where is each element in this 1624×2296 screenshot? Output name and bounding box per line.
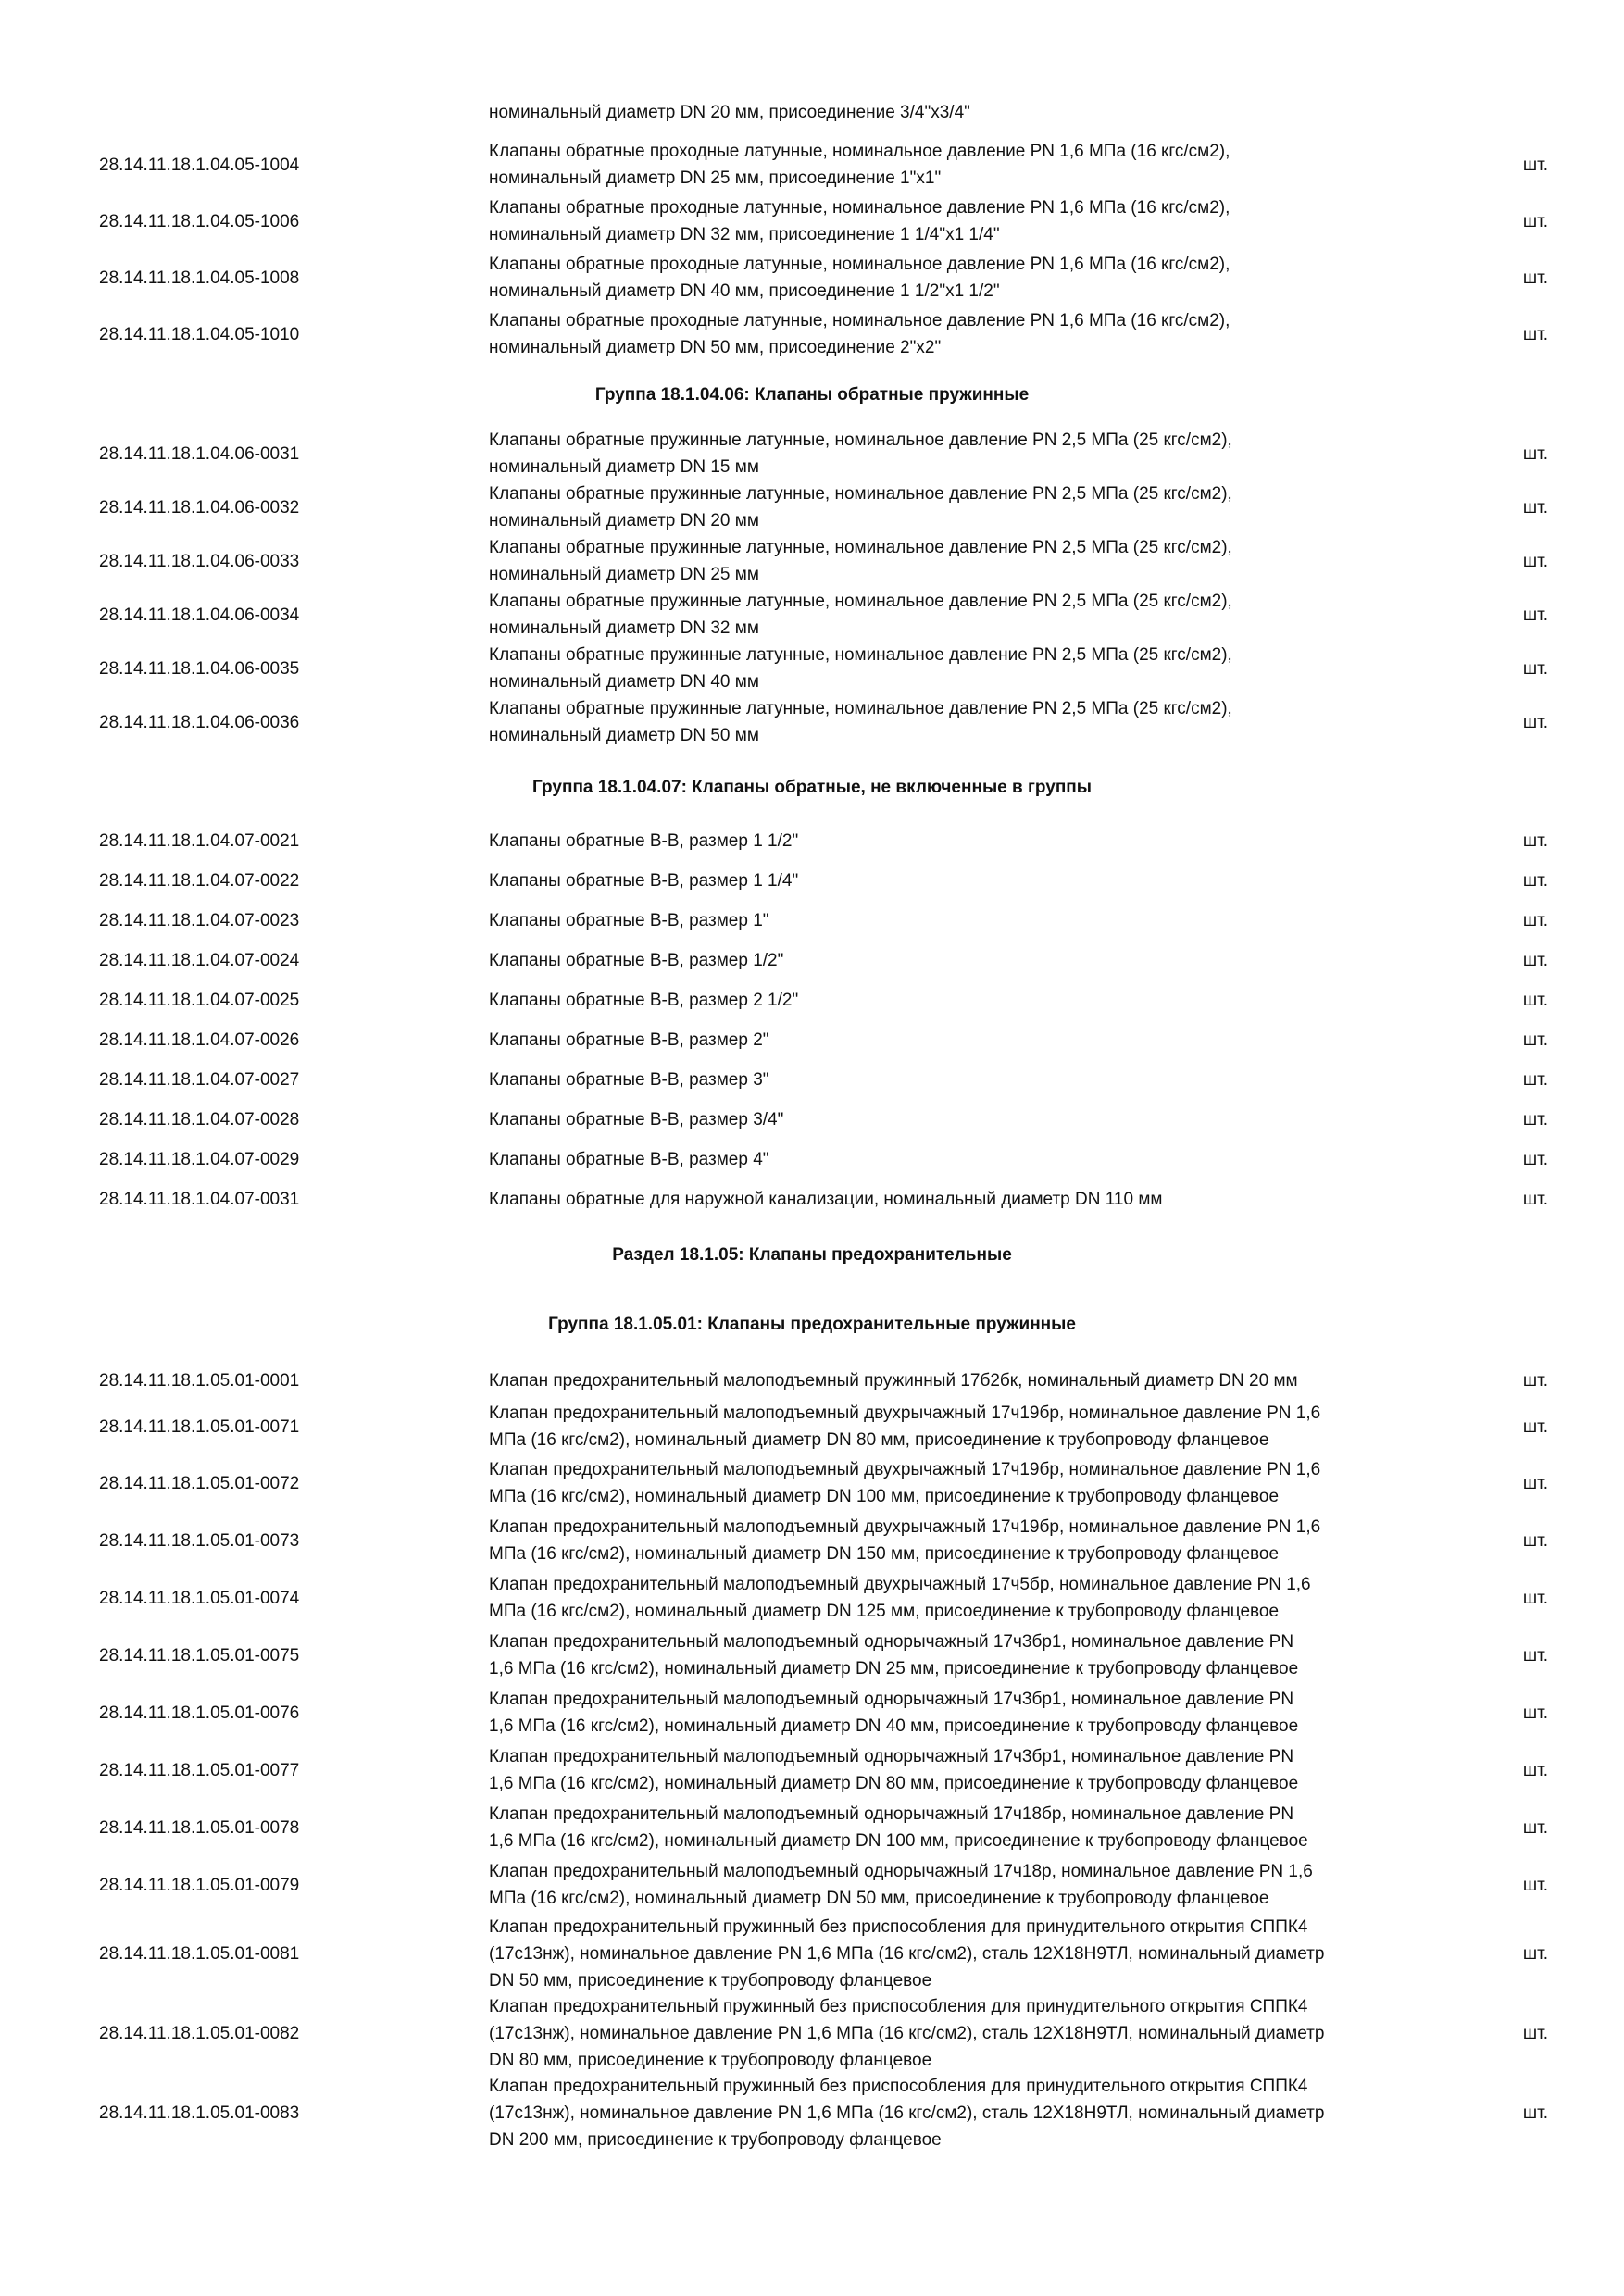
item-code: 28.14.11.18.1.04.07-0022 <box>99 870 300 891</box>
item-unit: шт. <box>1522 1943 1548 1964</box>
item-unit: шт. <box>1522 324 1548 344</box>
item-name <box>489 947 1452 974</box>
item-name-line: DN 50 мм, присоединение к трубопроводу фланцевое <box>489 1970 932 1990</box>
item-name-line: DN 80 мм, присоединение к трубопроводу фланцевое <box>489 2050 932 2070</box>
item-name <box>489 1186 1452 1213</box>
item-code: 28.14.11.18.1.04.06-0036 <box>99 712 300 732</box>
item-unit: шт. <box>1522 497 1548 518</box>
item-name-line: номинальный диаметр DN 15 мм <box>489 457 759 477</box>
item-name-line: Клапан предохранительный малоподъемный однорычажный 17ч18р, номинальное давление PN 1,6 <box>489 1862 1313 1881</box>
item-name <box>489 534 1452 588</box>
item-name-line: номинальный диаметр DN 50 мм <box>489 726 759 745</box>
item-code: 28.14.11.18.1.05.01-0078 <box>99 1817 300 1838</box>
item-name-line: Клапан предохранительный малоподъемный двухрычажный 17ч19бр, номинальное давление PN 1,6 <box>489 1404 1321 1423</box>
item-name <box>489 138 1452 192</box>
item-name-line: МПа (16 кгс/см2), номинальный диаметр DN 80 мм, присоединение к трубопроводу фланцевое <box>489 1430 1269 1450</box>
item-unit: шт. <box>1522 1149 1548 1169</box>
continuation-text: номинальный диаметр DN 20 мм, присоединение 3/4"x3/4" <box>489 103 970 122</box>
item-name-line: Клапан предохранительный малоподъемный однорычажный 17ч18бр, номинальное давление PN <box>489 1804 1294 1824</box>
item-name-line: номинальный диаметр DN 40 мм, присоединение 1 1/2"x1 1/2" <box>489 281 1000 301</box>
item-code: 28.14.11.18.1.04.07-0021 <box>99 830 300 851</box>
item-unit: шт. <box>1522 551 1548 571</box>
item-name-line: МПа (16 кгс/см2), номинальный диаметр DN 150 мм, присоединение к трубопроводу фланцевое <box>489 1544 1280 1564</box>
item-code: 28.14.11.18.1.05.01-0081 <box>99 1943 300 1964</box>
group-heading: Раздел 18.1.05: Клапаны предохранительные <box>612 1244 1012 1265</box>
item-code: 28.14.11.18.1.04.06-0033 <box>99 551 300 571</box>
item-name-line: номинальный диаметр DN 32 мм, присоединение 1 1/4"x1 1/4" <box>489 225 1000 244</box>
item-name-line: МПа (16 кгс/см2), номинальный диаметр DN 125 мм, присоединение к трубопроводу фланцевое <box>489 1602 1280 1621</box>
item-name-line: Клапаны обратные пружинные латунные, номинальное давление PN 2,5 МПа (25 кгс/см2), <box>489 430 1232 450</box>
item-name-line: (17с13нж), номинальное давление PN 1,6 МПа (16 кгс/см2), сталь 12Х18Н9ТЛ, номинальный диаметр <box>489 2023 1325 2043</box>
item-name-line: DN 200 мм, присоединение к трубопроводу фланцевое <box>489 2129 942 2150</box>
item-name-line: Клапаны обратные пружинные латунные, номинальное давление PN 2,5 МПа (25 кгс/см2), <box>489 484 1232 504</box>
item-name <box>489 642 1452 695</box>
item-name-line: номинальный диаметр DN 20 мм <box>489 511 759 530</box>
item-name <box>489 1858 1452 1912</box>
item-name-line: Клапаны обратные проходные латунные, номинальное давление PN 1,6 МПа (16 кгс/см2), <box>489 255 1230 274</box>
item-name-line: Клапаны обратные В-В, размер 3/4" <box>489 1109 784 1129</box>
item-unit: шт. <box>1522 268 1548 288</box>
item-name-line: (17с13нж), номинальное давление PN 1,6 МПа (16 кгс/см2), сталь 12Х18Н9ТЛ, номинальный диаметр <box>489 2103 1325 2123</box>
item-code: 28.14.11.18.1.04.07-0027 <box>99 1069 300 1090</box>
item-unit: шт. <box>1522 155 1548 175</box>
item-code: 28.14.11.18.1.05.01-0083 <box>99 2103 300 2123</box>
item-name-line: 1,6 МПа (16 кгс/см2), номинальный диаметр DN 40 мм, присоединение к трубопроводу фланцевое <box>489 1716 1299 1736</box>
item-name <box>489 1456 1452 1510</box>
item-unit: шт. <box>1522 870 1548 891</box>
item-code: 28.14.11.18.1.04.06-0032 <box>99 497 300 518</box>
group-heading: Группа 18.1.05.01: Клапаны предохранительные пружинные <box>548 1314 1076 1334</box>
item-code: 28.14.11.18.1.05.01-0079 <box>99 1875 300 1895</box>
item-code: 28.14.11.18.1.04.05-1004 <box>99 155 300 175</box>
item-name-line: Клапаны обратные В-В, размер 2" <box>489 1029 769 1050</box>
item-unit: шт. <box>1522 712 1548 732</box>
item-name <box>489 1993 1452 2074</box>
item-name-line: номинальный диаметр DN 50 мм, присоединение 2"x2" <box>489 338 942 357</box>
item-unit: шт. <box>1522 1645 1548 1666</box>
item-code: 28.14.11.18.1.04.07-0026 <box>99 1029 300 1050</box>
item-code: 28.14.11.18.1.04.07-0029 <box>99 1149 300 1169</box>
item-name <box>489 1146 1452 1173</box>
item-name-line: Клапан предохранительный малоподъемный двухрычажный 17ч19бр, номинальное давление PN 1,6 <box>489 1517 1321 1537</box>
item-unit: шт. <box>1522 950 1548 970</box>
item-name <box>489 194 1452 248</box>
group-heading: Группа 18.1.04.07: Клапаны обратные, не включенные в группы <box>532 777 1092 797</box>
item-name <box>489 588 1452 642</box>
item-name-line: Клапаны обратные В-В, размер 4" <box>489 1149 769 1169</box>
item-code: 28.14.11.18.1.04.05-1008 <box>99 268 300 288</box>
item-name-line: Клапаны обратные В-В, размер 1 1/2" <box>489 830 799 851</box>
item-name-line: Клапаны обратные В-В, размер 2 1/2" <box>489 990 799 1010</box>
item-unit: шт. <box>1522 1817 1548 1838</box>
item-name-line: Клапан предохранительный пружинный без приспособления для принудительного открытия СППК4 <box>489 2076 1308 2096</box>
item-name-line: Клапаны обратные пружинные латунные, номинальное давление PN 2,5 МПа (25 кгс/см2), <box>489 592 1232 611</box>
item-name-line: Клапаны обратные для наружной канализации, номинальный диаметр DN 110 мм <box>489 1189 1163 1209</box>
item-name-line: Клапан предохранительный малоподъемный двухрычажный 17ч5бр, номинальное давление PN 1,6 <box>489 1575 1311 1594</box>
item-name <box>489 2073 1452 2153</box>
item-name-line: Клапаны обратные проходные латунные, номинальное давление PN 1,6 МПа (16 кгс/см2), <box>489 311 1230 331</box>
item-name-line: Клапаны обратные проходные латунные, номинальное давление PN 1,6 МПа (16 кгс/см2), <box>489 142 1230 161</box>
item-code: 28.14.11.18.1.04.06-0034 <box>99 605 300 625</box>
item-name-line: МПа (16 кгс/см2), номинальный диаметр DN 100 мм, присоединение к трубопроводу фланцевое <box>489 1487 1280 1506</box>
item-name-line: Клапаны обратные пружинные латунные, номинальное давление PN 2,5 МПа (25 кгс/см2), <box>489 538 1232 557</box>
item-name-line: Клапан предохранительный малоподъемный однорычажный 17ч3бр1, номинальное давление PN <box>489 1747 1294 1766</box>
item-name <box>489 867 1452 894</box>
item-name-line: Клапан предохранительный малоподъемный однорычажный 17ч3бр1, номинальное давление PN <box>489 1632 1294 1652</box>
item-code: 28.14.11.18.1.05.01-0082 <box>99 2023 300 2043</box>
item-name <box>489 1914 1452 1994</box>
item-unit: шт. <box>1522 1875 1548 1895</box>
item-code: 28.14.11.18.1.04.07-0031 <box>99 1189 300 1209</box>
item-name-line: 1,6 МПа (16 кгс/см2), номинальный диаметр DN 25 мм, присоединение к трубопроводу фланцевое <box>489 1659 1299 1678</box>
item-unit: шт. <box>1522 443 1548 464</box>
item-name-line: Клапан предохранительный пружинный без приспособления для принудительного открытия СППК4 <box>489 1916 1308 1937</box>
item-name-line: (17с13нж), номинальное давление PN 1,6 МПа (16 кгс/см2), сталь 12Х18Н9ТЛ, номинальный диаметр <box>489 1943 1325 1964</box>
item-name <box>489 1514 1452 1567</box>
item-name-line: Клапаны обратные пружинные латунные, номинальное давление PN 2,5 МПа (25 кгс/см2), <box>489 645 1232 665</box>
item-name-line: номинальный диаметр DN 25 мм <box>489 565 759 584</box>
item-code: 28.14.11.18.1.05.01-0075 <box>99 1645 300 1666</box>
item-unit: шт. <box>1522 1760 1548 1780</box>
item-name <box>489 1686 1452 1740</box>
item-unit: шт. <box>1522 1703 1548 1723</box>
item-unit: шт. <box>1522 1370 1548 1391</box>
item-unit: шт. <box>1522 658 1548 679</box>
item-code: 28.14.11.18.1.05.01-0077 <box>99 1760 300 1780</box>
item-unit: шт. <box>1522 605 1548 625</box>
item-name <box>489 1628 1452 1682</box>
item-code: 28.14.11.18.1.04.06-0035 <box>99 658 300 679</box>
group-heading: Группа 18.1.04.06: Клапаны обратные пружинные <box>594 384 1030 405</box>
item-name <box>489 1743 1452 1797</box>
item-code: 28.14.11.18.1.04.05-1010 <box>99 324 300 344</box>
item-name-line: Клапан предохранительный малоподъемный пружинный 17б2бк, номинальный диаметр DN 20 мм <box>489 1370 1298 1391</box>
item-name-line: Клапаны обратные пружинные латунные, номинальное давление PN 2,5 МПа (25 кгс/см2), <box>489 699 1232 718</box>
item-name-line: Клапан предохранительный малоподъемный двухрычажный 17ч19бр, номинальное давление PN 1,6 <box>489 1460 1321 1479</box>
item-name-line: номинальный диаметр DN 25 мм, присоединение 1"x1" <box>489 168 942 188</box>
item-unit: шт. <box>1522 2103 1548 2123</box>
item-code: 28.14.11.18.1.04.05-1006 <box>99 211 300 231</box>
item-unit: шт. <box>1522 1530 1548 1551</box>
item-code: 28.14.11.18.1.05.01-0073 <box>99 1530 300 1551</box>
item-name <box>489 307 1452 361</box>
item-name <box>489 1400 1452 1454</box>
item-code: 28.14.11.18.1.05.01-0072 <box>99 1473 300 1493</box>
item-name <box>489 987 1452 1014</box>
item-unit: шт. <box>1522 910 1548 930</box>
item-name-line: Клапан предохранительный малоподъемный однорычажный 17ч3бр1, номинальное давление PN <box>489 1690 1294 1709</box>
item-code: 28.14.11.18.1.04.07-0025 <box>99 990 300 1010</box>
item-name-line: номинальный диаметр DN 40 мм <box>489 672 759 692</box>
item-name <box>489 828 1452 855</box>
item-name <box>489 1367 1452 1394</box>
item-code: 28.14.11.18.1.04.07-0023 <box>99 910 300 930</box>
item-name-line: номинальный диаметр DN 32 мм <box>489 618 759 638</box>
item-unit: шт. <box>1522 1588 1548 1608</box>
item-name <box>489 1801 1452 1854</box>
item-unit: шт. <box>1522 830 1548 851</box>
item-code: 28.14.11.18.1.04.07-0024 <box>99 950 300 970</box>
item-unit: шт. <box>1522 211 1548 231</box>
item-unit: шт. <box>1522 1069 1548 1090</box>
item-name-line: Клапан предохранительный пружинный без приспособления для принудительного открытия СППК4 <box>489 1996 1308 2016</box>
item-name <box>489 1067 1452 1093</box>
item-code: 28.14.11.18.1.05.01-0071 <box>99 1416 300 1437</box>
item-name <box>489 695 1452 749</box>
item-name-line: Клапаны обратные В-В, размер 3" <box>489 1069 769 1090</box>
item-code: 28.14.11.18.1.05.01-0076 <box>99 1703 300 1723</box>
item-name <box>489 480 1452 534</box>
item-name <box>489 427 1452 480</box>
item-unit: шт. <box>1522 990 1548 1010</box>
item-name-line: МПа (16 кгс/см2), номинальный диаметр DN 50 мм, присоединение к трубопроводу фланцевое <box>489 1889 1269 1908</box>
item-code: 28.14.11.18.1.04.06-0031 <box>99 443 300 464</box>
item-name <box>489 1106 1452 1133</box>
item-code: 28.14.11.18.1.05.01-0001 <box>99 1370 300 1391</box>
item-unit: шт. <box>1522 2023 1548 2043</box>
item-name-line: 1,6 МПа (16 кгс/см2), номинальный диаметр DN 100 мм, присоединение к трубопроводу фланцевое <box>489 1831 1308 1851</box>
item-name <box>489 1571 1452 1625</box>
item-unit: шт. <box>1522 1416 1548 1437</box>
item-unit: шт. <box>1522 1029 1548 1050</box>
item-name-line: Клапаны обратные проходные латунные, номинальное давление PN 1,6 МПа (16 кгс/см2), <box>489 198 1230 218</box>
item-name-line: 1,6 МПа (16 кгс/см2), номинальный диаметр DN 80 мм, присоединение к трубопроводу фланцевое <box>489 1774 1299 1793</box>
item-code: 28.14.11.18.1.04.07-0028 <box>99 1109 300 1129</box>
item-name-line: Клапаны обратные В-В, размер 1" <box>489 910 769 930</box>
item-name-line: Клапаны обратные В-В, размер 1/2" <box>489 950 784 970</box>
item-name <box>489 251 1452 305</box>
item-name <box>489 907 1452 934</box>
item-unit: шт. <box>1522 1189 1548 1209</box>
item-unit: шт. <box>1522 1109 1548 1129</box>
item-name <box>489 1027 1452 1054</box>
item-name-line: Клапаны обратные В-В, размер 1 1/4" <box>489 870 799 891</box>
item-unit: шт. <box>1522 1473 1548 1493</box>
item-code: 28.14.11.18.1.05.01-0074 <box>99 1588 300 1608</box>
